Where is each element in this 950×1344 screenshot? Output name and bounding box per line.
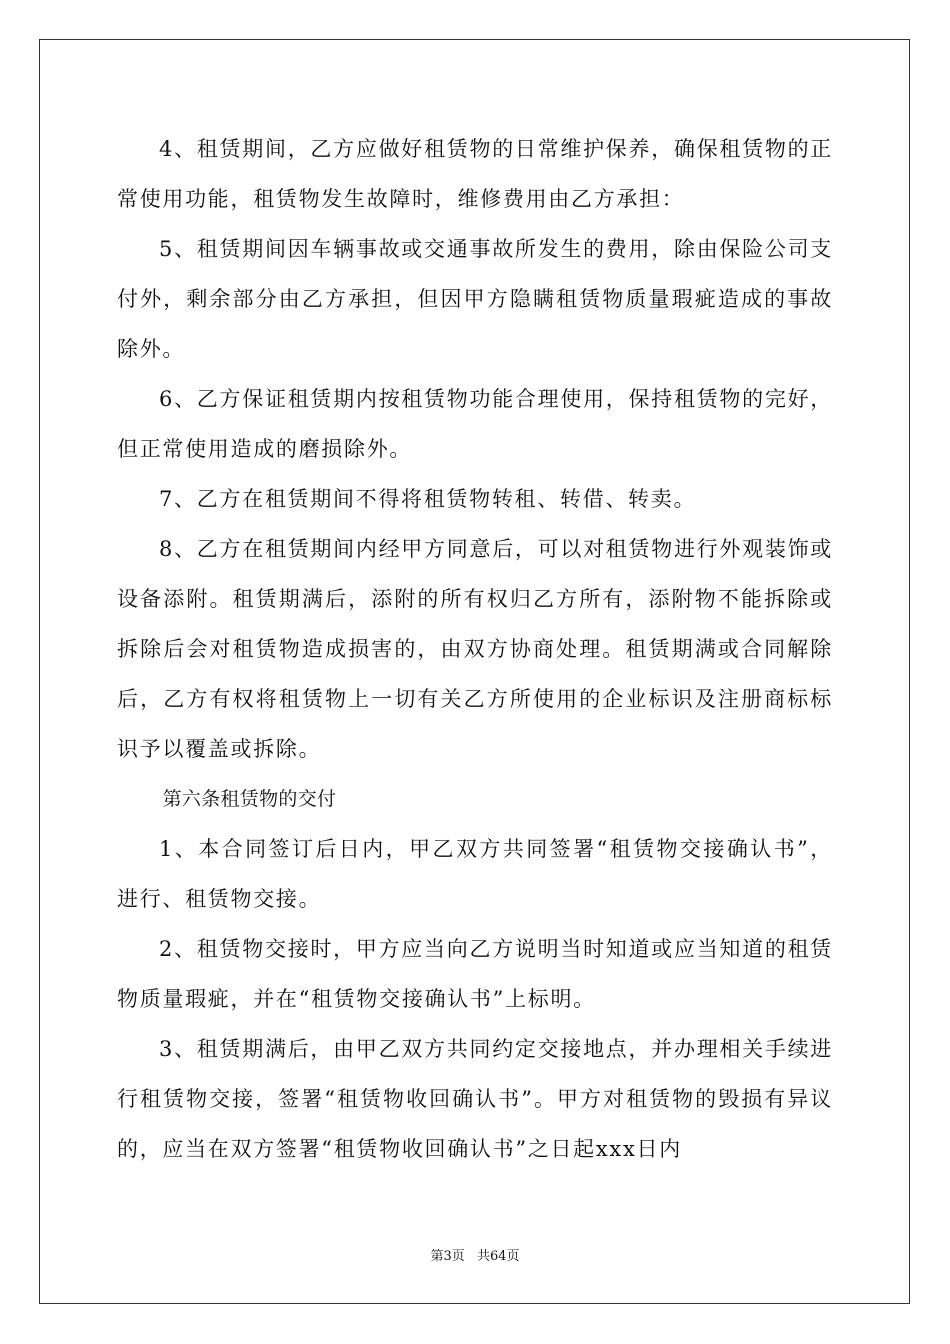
page-number: 第3页 [430, 1249, 465, 1264]
paragraph-clause-4: 4、租赁期间，乙方应做好租赁物的日常维护保养，确保租赁物的正常使用功能，租赁物发生故障时，维修费用由乙方承担： [117, 137, 833, 211]
total-pages: 共64页 [476, 1249, 520, 1264]
paragraph-clause-8: 8、乙方在租赁期间内经甲方同意后，可以对租赁物进行外观装饰或设备添附。租赁期满后，添附的所有权归乙方所有，添附物不能拆除或拆除后会对租赁物造成损害的，由双方协商处理。租赁期满或合同解除后，乙方有权将租赁物上一切有关乙方所使用的企业标识及注册商标标识予以覆盖或拆除。 [117, 537, 833, 761]
document-body [117, 124, 833, 1174]
paragraph-delivery-1: 1、本合同签订后日内，甲乙双方共同签署“租赁物交接确认书”，进行、租赁物交接。 [117, 837, 833, 911]
paragraph-clause-7: 7、乙方在租赁期间不得将租赁物转租、转借、转卖。 [159, 487, 697, 511]
paragraph-clause-5: 5、租赁期间因车辆事故或交通事故所发生的费用，除由保险公司支付外，剩余部分由乙方承担，但因甲方隐瞒租赁物质量瑕疵造成的事故除外。 [117, 237, 833, 361]
paragraph-clause-6: 6、乙方保证租赁期内按租赁物功能合理使用，保持租赁物的完好，但正常使用造成的磨损除外。 [117, 387, 833, 461]
page-footer [0, 1245, 950, 1264]
paragraph-delivery-2: 2、租赁物交接时，甲方应当向乙方说明当时知道或应当知道的租赁物质量瑕疵，并在“租赁物交接确认书”上标明。 [117, 937, 833, 1011]
section-heading: 第六条租赁物的交付 [162, 788, 337, 810]
paragraph-delivery-3: 3、租赁期满后，由甲乙双方共同约定交接地点，并办理相关手续进行租赁物交接，签署“租赁物收回确认书”。甲方对租赁物的毁损有异议的，应当在双方签署“租赁物收回确认书”之日起xxx日内 [117, 1037, 833, 1161]
